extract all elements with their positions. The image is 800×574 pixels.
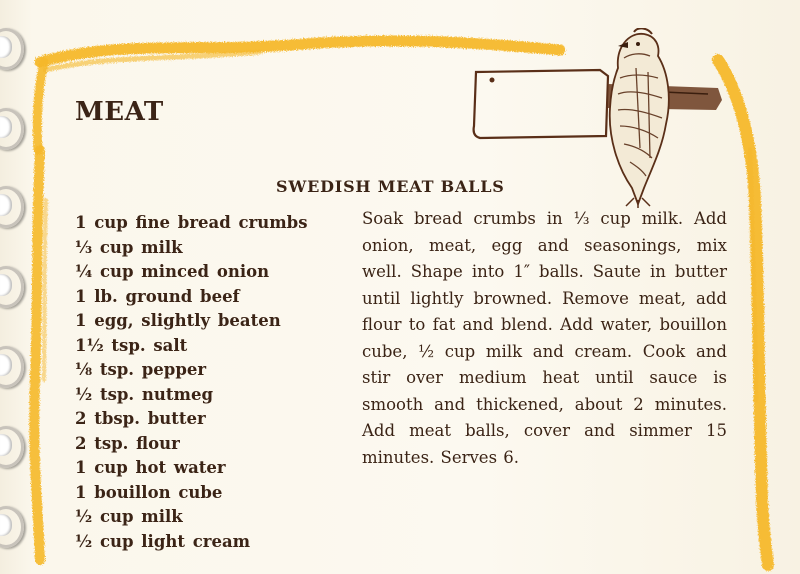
section-heading: MEAT bbox=[75, 97, 164, 127]
binder-ring bbox=[0, 346, 22, 384]
ingredient-item: ¼ cup minced onion bbox=[75, 262, 270, 281]
cleaver-and-bird-icon bbox=[468, 28, 728, 208]
ingredient-list bbox=[75, 211, 308, 554]
binder-ring bbox=[0, 108, 22, 146]
binder-ring bbox=[0, 506, 22, 544]
binder-ring bbox=[0, 186, 22, 224]
ingredient-item: ½ cup light cream bbox=[75, 531, 251, 551]
ingredient-item: 1 cup hot water bbox=[75, 458, 226, 477]
recipe-instructions: Soak bread crumbs in ⅓ cup milk. Add onion, meat, egg and seasonings, mix well. Shape into 1″ balls. Saute in butter until lightly browned. Remove meat, add flour to fat and blend. Add water, bouillon cube, ½ cup milk and cream. Cook and stir over medium heat until sauce is smooth and thickened, about 2 minutes. Add meat balls, cover and simmer 15 minutes. Serves 6. bbox=[362, 209, 727, 467]
ingredient-item: ⅛ tsp. pepper bbox=[75, 360, 207, 379]
ingredient-item: 1½ tsp. salt bbox=[75, 335, 188, 355]
ingredient-item: ½ cup milk bbox=[75, 507, 183, 526]
ingredient-item: 2 tsp. flour bbox=[75, 433, 180, 453]
ingredient-item: 1 lb. ground beef bbox=[75, 286, 240, 306]
binder-ring bbox=[0, 266, 22, 304]
ingredient-item: 2 tbsp. butter bbox=[75, 409, 206, 428]
binder-ring bbox=[0, 28, 22, 66]
ingredient-item: 1 cup fine bread crumbs bbox=[75, 213, 308, 232]
ingredient-item: ⅓ cup milk bbox=[75, 237, 183, 257]
recipe-title: SWEDISH MEAT BALLS bbox=[276, 177, 505, 196]
ingredient-item: 1 bouillon cube bbox=[75, 482, 223, 502]
binder-ring bbox=[0, 426, 22, 464]
ingredient-item: ½ tsp. nutmeg bbox=[75, 384, 213, 404]
ingredient-item: 1 egg, slightly beaten bbox=[75, 311, 281, 330]
